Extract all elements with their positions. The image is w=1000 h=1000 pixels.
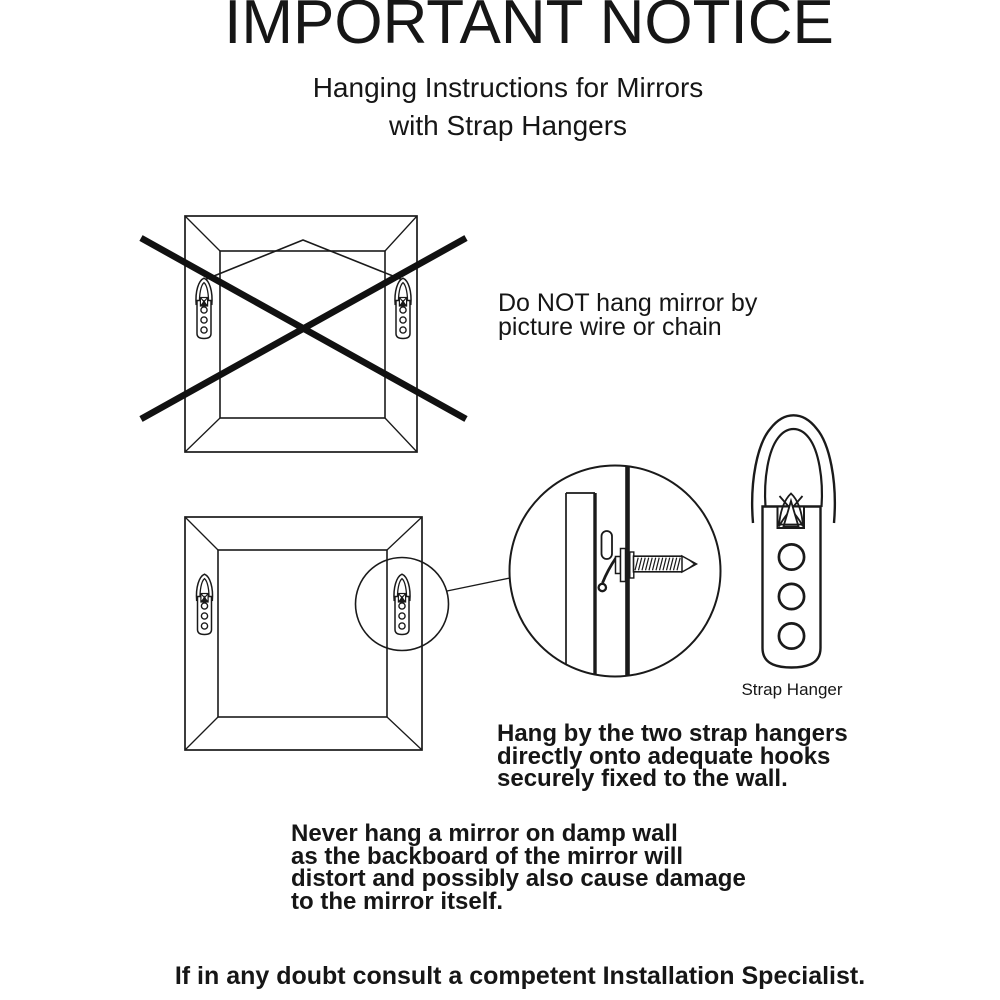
callout-pointer-line bbox=[447, 578, 510, 591]
strap-hanger-icon bbox=[394, 574, 410, 634]
strap-hanger-icon bbox=[395, 278, 411, 338]
picture-wire bbox=[204, 240, 403, 280]
strap-slot bbox=[602, 531, 613, 559]
hanger-hole bbox=[779, 584, 804, 609]
mirror-inner-frame bbox=[220, 251, 385, 418]
page-subtitle bbox=[313, 69, 704, 145]
footer-advice-text: If in any doubt consult a competent Installation Specialist. bbox=[174, 962, 866, 990]
subtitle-line: with Strap Hangers bbox=[388, 110, 628, 141]
magnified-detail-figure bbox=[510, 464, 721, 678]
damp-warning-line: as the backboard of the mirror will bbox=[291, 842, 684, 870]
strap-hanger-icon bbox=[196, 278, 212, 338]
hang-instruction-line: directly onto adequate hooks bbox=[497, 742, 831, 770]
damp-warning-line: Never hang a mirror on damp wall bbox=[291, 820, 678, 847]
subtitle-line: Hanging Instructions for Mirrors bbox=[312, 72, 704, 103]
strap-hanger-detail-figure bbox=[752, 415, 835, 667]
screw-flange bbox=[621, 549, 626, 582]
crossed-mirror-figure bbox=[141, 216, 466, 452]
wire-warning-line: picture wire or chain bbox=[498, 313, 722, 341]
damp-warning-line: to the mirror itself. bbox=[291, 887, 504, 915]
wire-warning-line: Do NOT hang mirror by bbox=[498, 289, 758, 317]
hang-instruction-line: Hang by the two strap hangers bbox=[497, 720, 848, 747]
page-title: IMPORTANT NOTICE bbox=[224, 0, 834, 57]
hang-instruction-line: securely fixed to the wall. bbox=[497, 765, 788, 792]
damp-wall-warning-text bbox=[291, 820, 746, 915]
hanger-hook-wire bbox=[603, 557, 617, 583]
damp-warning-line: distort and possibly also cause damage bbox=[291, 865, 746, 892]
wire-warning-text bbox=[498, 291, 757, 339]
strap-hanger-label: Strap Hanger bbox=[741, 680, 843, 699]
mirror-inner-frame bbox=[218, 550, 387, 717]
hang-instruction-text bbox=[497, 720, 848, 792]
strap-hanger-icon bbox=[196, 574, 212, 634]
hanger-hole bbox=[779, 544, 804, 569]
hook-eye bbox=[599, 584, 606, 591]
correct-mirror-figure bbox=[185, 517, 510, 750]
hanger-hole bbox=[779, 623, 804, 648]
